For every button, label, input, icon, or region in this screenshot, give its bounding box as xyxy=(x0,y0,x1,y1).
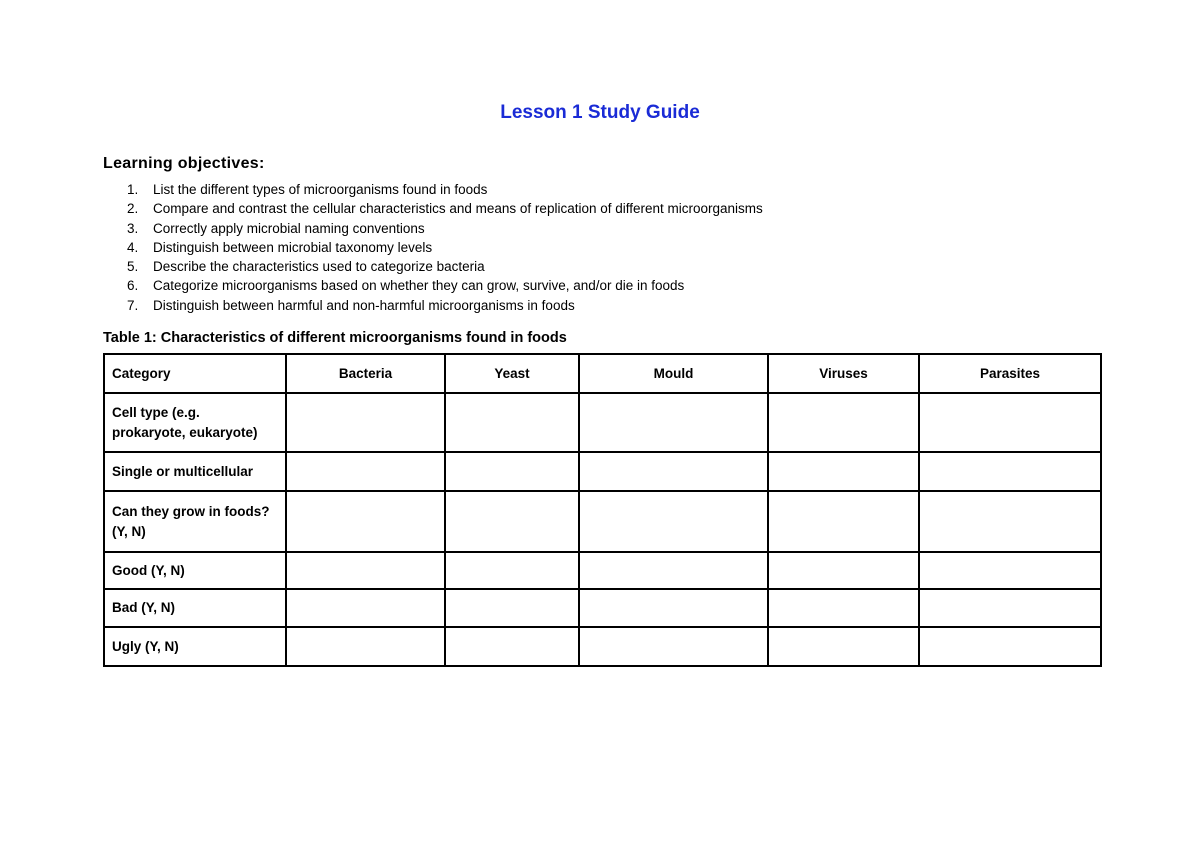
table-row xyxy=(104,627,1101,666)
table-cell[interactable] xyxy=(579,491,768,552)
row-label xyxy=(104,627,286,666)
row-label xyxy=(104,491,286,552)
row-label xyxy=(104,452,286,491)
objective-text: Categorize microorganisms based on whether they can grow, survive, and/or die in foods xyxy=(153,278,685,294)
table-cell[interactable] xyxy=(445,491,579,552)
objective-text: Compare and contrast the cellular characteristics and means of replication of different microorganisms xyxy=(153,201,763,217)
row-label-line: Single or multicellular xyxy=(112,463,254,479)
characteristics-table xyxy=(103,353,1102,667)
table-cell[interactable] xyxy=(919,393,1101,452)
row-label xyxy=(104,552,286,589)
table-cell[interactable] xyxy=(768,552,919,589)
column-header-category: Category xyxy=(104,354,286,393)
objective-number: 3. xyxy=(127,220,139,236)
table-cell[interactable] xyxy=(445,589,579,627)
objective-item xyxy=(103,199,763,218)
table-cell[interactable] xyxy=(919,452,1101,491)
objective-text: Correctly apply microbial naming conventions xyxy=(153,220,425,236)
objective-number: 5. xyxy=(127,259,139,275)
objective-number: 4. xyxy=(127,239,139,255)
column-header-parasites: Parasites xyxy=(919,354,1101,393)
objective-number: 7. xyxy=(127,297,139,313)
table-cell[interactable] xyxy=(286,491,445,552)
table-cell[interactable] xyxy=(768,589,919,627)
table-cell[interactable] xyxy=(919,552,1101,589)
table-row xyxy=(104,589,1101,627)
table-cell[interactable] xyxy=(768,393,919,452)
table-cell[interactable] xyxy=(579,589,768,627)
objective-item xyxy=(103,276,763,295)
row-label-line: Bad (Y, N) xyxy=(112,600,176,615)
table-cell[interactable] xyxy=(445,552,579,589)
table-cell[interactable] xyxy=(286,589,445,627)
objective-item xyxy=(103,296,763,315)
table-cell[interactable] xyxy=(445,627,579,666)
table-cell[interactable] xyxy=(286,552,445,589)
row-label-line: Ugly (Y, N) xyxy=(112,638,179,654)
row-label xyxy=(104,393,286,452)
table-cell[interactable] xyxy=(768,452,919,491)
objective-number: 1. xyxy=(127,182,139,197)
table-row xyxy=(104,393,1101,452)
objective-item xyxy=(103,219,763,238)
table-row xyxy=(104,552,1101,589)
row-label-line: Can they grow in foods? xyxy=(112,503,270,519)
column-header-viruses: Viruses xyxy=(768,354,919,393)
table-cell[interactable] xyxy=(579,452,768,491)
column-header-bacteria: Bacteria xyxy=(286,354,445,393)
table-cell[interactable] xyxy=(579,393,768,452)
objective-item xyxy=(103,180,763,199)
objective-text: Describe the characteristics used to categorize bacteria xyxy=(153,259,485,275)
table-cell[interactable] xyxy=(445,393,579,452)
table-cell[interactable] xyxy=(768,627,919,666)
table-cell[interactable] xyxy=(579,552,768,589)
objective-number: 2. xyxy=(127,201,139,217)
table-cell[interactable] xyxy=(919,491,1101,552)
table-cell[interactable] xyxy=(768,491,919,552)
objective-text: Distinguish between harmful and non-harmful microorganisms in foods xyxy=(153,297,575,313)
table-row xyxy=(104,452,1101,491)
row-label-line: (Y, N) xyxy=(112,523,146,539)
row-label-line: Cell type (e.g. xyxy=(112,404,200,420)
table-cell[interactable] xyxy=(919,589,1101,627)
objectives-heading: Learning objectives: xyxy=(103,155,265,172)
objective-number: 6. xyxy=(127,278,139,294)
objective-item xyxy=(103,238,763,257)
column-header-mould: Mould xyxy=(579,354,768,393)
column-header-yeast: Yeast xyxy=(445,354,579,393)
table-cell[interactable] xyxy=(579,627,768,666)
objectives-list xyxy=(103,180,763,315)
page-title: Lesson 1 Study Guide xyxy=(500,102,700,123)
objective-item xyxy=(103,257,763,276)
table-caption: Table 1: Characteristics of different microorganisms found in foods xyxy=(103,330,567,346)
row-label-line: prokaryote, eukaryote) xyxy=(112,424,258,440)
table-row xyxy=(104,491,1101,552)
objective-text: Distinguish between microbial taxonomy levels xyxy=(153,239,433,255)
table-cell[interactable] xyxy=(919,627,1101,666)
table-cell[interactable] xyxy=(445,452,579,491)
table-cell[interactable] xyxy=(286,393,445,452)
table-cell[interactable] xyxy=(286,627,445,666)
row-label-line: Good (Y, N) xyxy=(112,562,185,578)
table-header-row xyxy=(104,354,1101,393)
row-label xyxy=(104,589,286,627)
objective-text: List the different types of microorganisms found in foods xyxy=(153,182,488,197)
table-cell[interactable] xyxy=(286,452,445,491)
